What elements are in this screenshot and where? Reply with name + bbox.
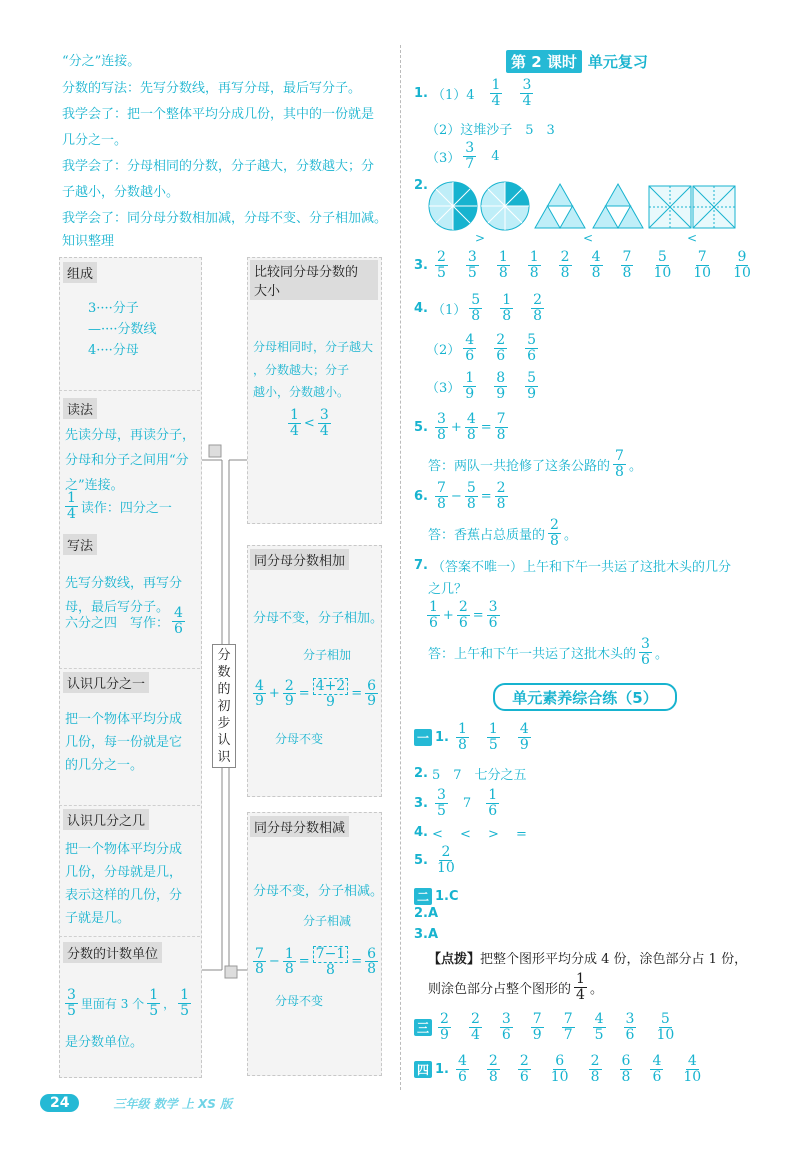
q2-figures bbox=[425, 178, 745, 246]
hint-line1: 【点拨】 把整个图形平均分成 4 份，涂色部分占 1 份， bbox=[428, 952, 748, 967]
s1-5: 5. $\frac{2}{10}$ bbox=[414, 844, 455, 876]
s1-4: 4. < < > = bbox=[414, 825, 527, 842]
s1-1: 一 1. $\frac{1}{8}$ $\frac{1}{5}$ $\frac{4}{9}$ bbox=[414, 722, 534, 752]
xiefa-line: 先写分数线，再写分 bbox=[65, 576, 183, 591]
left-text-line: 我学会了：同分母分数相加减，分母不变、分子相加减。 bbox=[62, 211, 388, 226]
q6-answer: 答：香蕉占总质量的 $\frac{2}{8}$ 。 bbox=[428, 517, 577, 549]
center-label: 分 数 的 初 步 认 识 bbox=[212, 644, 236, 768]
s4: 四 1. $\frac{4}{6}$ $\frac{2}{8}$ $\frac{2}{6}$ $\frac{6}{10}$ $\frac{2}{8}$ $\frac{6}{8}$ $\frac{4}{6}$ $\frac{4}{10}$ bbox=[414, 1054, 706, 1084]
dufa-line: 先读分母，再读分子， bbox=[65, 428, 196, 443]
q7: 7. （答案不唯一）上午和下午一共运了这批木头的几分 bbox=[414, 558, 731, 575]
compare-example: $\frac{1}{4}$ < $\frac{3}{4}$ bbox=[290, 407, 329, 439]
sub-bottom-label: 分母不变 bbox=[275, 994, 324, 1008]
s2-1: 二 1.C bbox=[414, 888, 463, 905]
zucheng-line: 4····分母 bbox=[88, 343, 139, 358]
q5: 5. $\frac{3}{8}$ + $\frac{4}{8}$ = $\frac{7}{8}$ bbox=[414, 411, 506, 443]
add-bottom-label: 分母不变 bbox=[275, 732, 324, 746]
jifenji-line: 子就是几。 bbox=[65, 911, 131, 926]
svg-text:<: < bbox=[583, 231, 594, 245]
card-title-compare: 比较同分母分数的 大小 bbox=[250, 260, 378, 300]
sub-example: $\frac{7}{8}$ − $\frac{1}{8}$ = $\frac{7-1}{8}$ = $\frac{6}{8}$ bbox=[255, 945, 377, 978]
compare-line: 越小，分数越小。 bbox=[253, 385, 350, 399]
dufa-line: 分母和分子之间用“分 bbox=[65, 453, 189, 468]
add-rule: 分母不变，分子相加。 bbox=[253, 611, 384, 626]
zucheng-line: 3····分子 bbox=[88, 301, 139, 316]
q1c: （3） $\frac{3}{7}$ 4 bbox=[426, 140, 500, 172]
zucheng-line: —····分数线 bbox=[88, 322, 157, 337]
unit-line: 是分数单位。 bbox=[65, 1035, 144, 1050]
add-card bbox=[247, 545, 382, 797]
svg-text:<: < bbox=[687, 231, 698, 245]
left-text-line: 几分之一。 bbox=[62, 133, 128, 148]
compare-line: ，分数越大；分子 bbox=[253, 363, 350, 377]
s1-3: 3. $\frac{3}{5}$ 7 $\frac{1}{6}$ bbox=[414, 787, 498, 819]
footer bbox=[40, 1092, 232, 1114]
s1-2: 2. 5 7 七分之五 bbox=[414, 766, 527, 783]
q1b: （2）这堆沙子 5 3 bbox=[426, 123, 555, 138]
compare-line: 分母相同时，分子越大 bbox=[253, 340, 374, 354]
sub-top-label: 分子相减 bbox=[303, 914, 352, 928]
q1a: 1. （1）4 $\frac{1}{4}$ $\frac{3}{4}$ bbox=[414, 77, 532, 109]
card-title-sub: 同分母分数相减 bbox=[250, 816, 349, 837]
q4a: 4. （1） $\frac{5}{8}$ $\frac{1}{8}$ $\frac{2}{8}$ bbox=[414, 292, 543, 324]
s2-3: 3.A bbox=[414, 927, 439, 942]
sub-rule: 分母不变，分子相减。 bbox=[253, 884, 384, 899]
q7-answer: 答：上午和下午一共运了这批木头的 $\frac{3}{6}$ 。 bbox=[428, 636, 668, 668]
card-title-jifen1: 认识几分之一 bbox=[63, 672, 149, 693]
card-title-jifenji: 认识几分之几 bbox=[63, 809, 149, 830]
dufa-line: 之”连接。 bbox=[65, 478, 124, 493]
card-title-xiefa: 写法 bbox=[63, 534, 97, 555]
add-example: $\frac{4}{9}$ + $\frac{2}{9}$ = $\frac{4+2}{9}$ = $\frac{6}{9}$ bbox=[255, 677, 377, 710]
card-title-dufa: 读法 bbox=[63, 398, 97, 419]
svg-text:>: > bbox=[475, 231, 486, 245]
q2: 2. bbox=[414, 178, 428, 193]
add-top-label: 分子相加 bbox=[303, 648, 352, 662]
card-title-zucheng: 组成 bbox=[63, 262, 97, 283]
jifen1-line: 把一个物体平均分成 bbox=[65, 712, 183, 727]
jifen1-line: 几份，每一份就是它 bbox=[65, 735, 183, 750]
jifen1-line: 的几分之一。 bbox=[65, 758, 144, 773]
card-title-unit: 分数的计数单位 bbox=[63, 942, 162, 963]
q4c: （3） $\frac{1}{9}$ $\frac{8}{9}$ $\frac{5}{9}$ bbox=[426, 370, 537, 402]
section-heading: 知识整理 bbox=[62, 234, 115, 249]
xiefa-example: 六分之四 写作： $\frac{4}{6}$ bbox=[65, 605, 183, 637]
jifenji-line: 把一个物体平均分成 bbox=[65, 842, 183, 857]
left-text-line: “分之”连接。 bbox=[62, 54, 141, 69]
left-text-line: 分数的写法：先写分数线，再写分母，最后写分子。 bbox=[62, 81, 362, 96]
hint-line2: 则涂色部分占整个图形的 $\frac{1}{4}$ 。 bbox=[428, 971, 603, 1003]
q3: 3. $\frac{2}{5}$ $\frac{3}{5}$ $\frac{1}{8}$ $\frac{1}{8}$ $\frac{2}{8}$ $\frac{4}{8}$ $\frac{7}{8}$ $\frac{5}{10}$ $\frac{7}{10}$ $\frac{9}{10}$ bbox=[414, 249, 751, 281]
jifenji-line: 几份，分母就是几， bbox=[65, 865, 183, 880]
s3: 三 $\frac{2}{9}$ $\frac{2}{4}$ $\frac{3}{6}$ $\frac{7}{9}$ $\frac{7}{7}$ $\frac{4}{5}$ $\frac{3}{6}$ $\frac{5}{10}$ bbox=[414, 1012, 679, 1042]
unit-practice-title: 单元素养综合练（5） bbox=[493, 683, 677, 711]
dufa-example: $\frac{1}{4}$ 读作：四分之一 bbox=[67, 490, 172, 522]
sub-card bbox=[247, 812, 382, 1076]
left-text-line: 我学会了：分母相同的分数，分子越大，分数越大；分 bbox=[62, 159, 375, 174]
q5-answer: 答：两队一共抢修了这条公路的 $\frac{7}{8}$ 。 bbox=[428, 448, 642, 480]
book-label: 三年级 数学 上 XS 版 bbox=[113, 1096, 233, 1111]
q4b: （2） $\frac{4}{6}$ $\frac{2}{6}$ $\frac{5}{6}$ bbox=[426, 332, 537, 364]
page-number: 24 bbox=[40, 1094, 79, 1112]
q7-line2: 之几？ bbox=[428, 582, 468, 597]
lesson-title: 第 2 课时 单元复习 bbox=[506, 50, 648, 72]
s2-2: 2.A bbox=[414, 906, 439, 921]
jifenji-line: 表示这样的几份，分 bbox=[65, 888, 183, 903]
q7-equation: $\frac{1}{6}$ + $\frac{2}{6}$ = $\frac{3}{6}$ bbox=[429, 599, 498, 631]
card-title-add: 同分母分数相加 bbox=[250, 549, 349, 570]
q6: 6. $\frac{7}{8}$ − $\frac{5}{8}$ = $\frac{2}{8}$ bbox=[414, 480, 506, 512]
unit-example: $\frac{3}{5}$ 里面有 3 个 $\frac{1}{5}$ ， $\frac{1}{5}$ bbox=[67, 987, 190, 1019]
left-text-line: 子越小，分数越小。 bbox=[62, 185, 180, 200]
column-divider bbox=[400, 45, 401, 1090]
left-text-line: 我学会了：把一个整体平均分成几份，其中的一份就是 bbox=[62, 107, 375, 122]
xiefa-line: 母，最后写分子。 bbox=[65, 600, 170, 615]
